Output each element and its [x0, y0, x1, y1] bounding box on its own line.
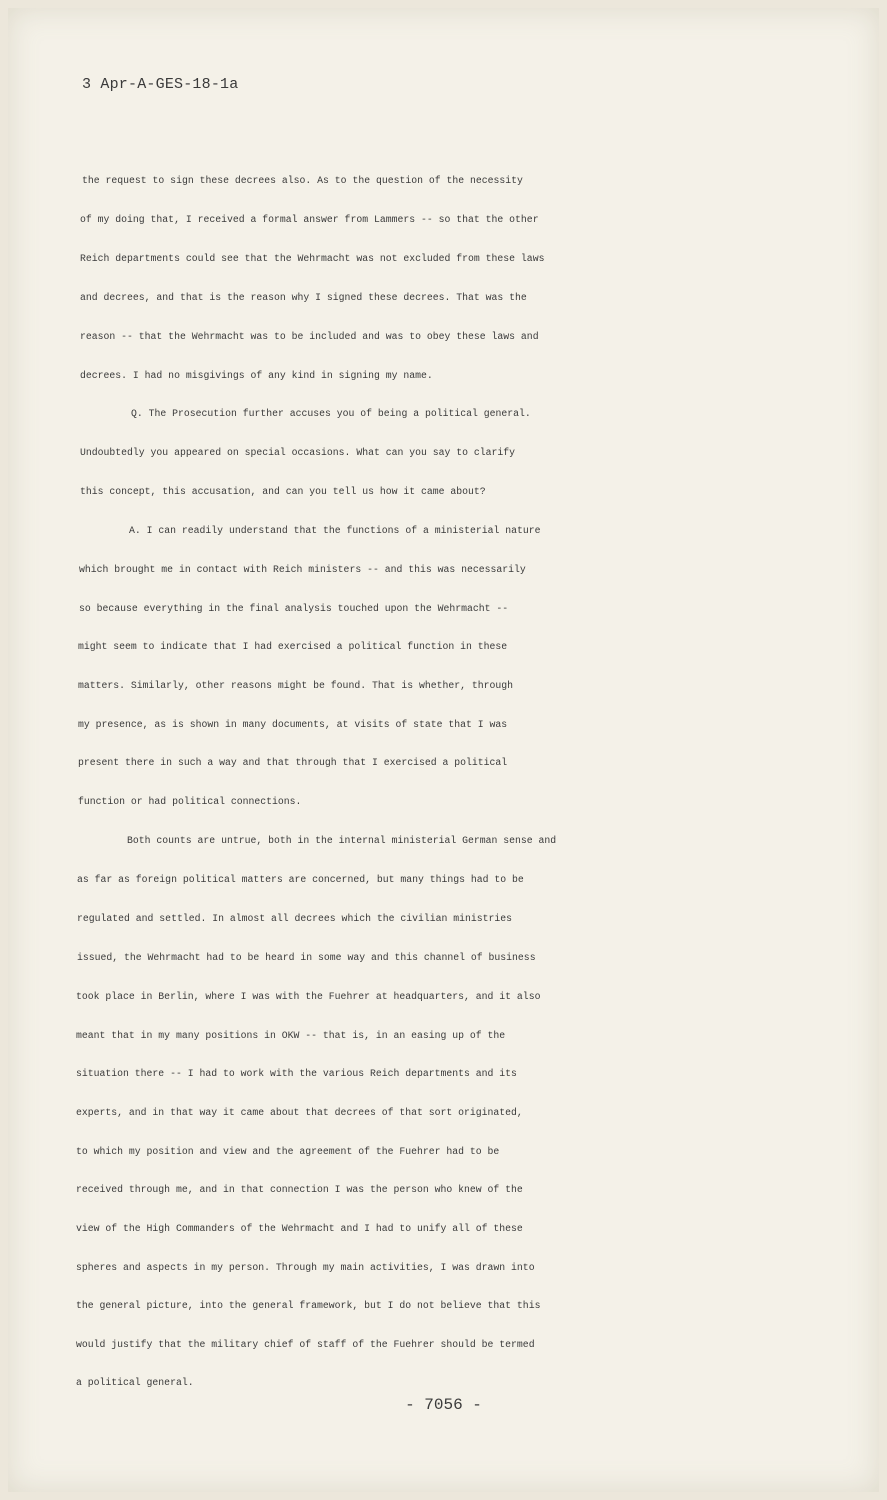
text-line: regulated and settled. In almost all decrees which the civilian ministries: [77, 913, 513, 924]
text-line: issued, the Wehrmacht had to be heard in some way and this channel of business: [77, 952, 536, 963]
text-line: Both counts are untrue, both in the internal ministerial German sense and: [127, 835, 557, 846]
text-line: this concept, this accusation, and can you tell us how it came about?: [80, 486, 486, 497]
text-line: the general picture, into the general framework, but I do not believe that this: [76, 1300, 541, 1311]
text-line: which brought me in contact with Reich ministers -- and this was necessarily: [79, 564, 526, 575]
text-line: took place in Berlin, where I was with the Fuehrer at headquarters, and it also: [76, 991, 541, 1002]
text-line: Q. The Prosecution further accuses you of being a political general.: [131, 408, 531, 419]
text-line: decrees. I had no misgivings of any kind in signing my name.: [80, 370, 433, 381]
text-line: my presence, as is shown in many documents, at visits of state that I was: [78, 719, 508, 730]
text-line: might seem to indicate that I had exercised a political function in these: [78, 641, 508, 652]
text-line: to which my position and view and the agreement of the Fuehrer had to be: [76, 1146, 500, 1157]
text-line: experts, and in that way it came about that decrees of that sort originated,: [76, 1107, 523, 1118]
text-line: spheres and aspects in my person. Through my main activities, I was drawn into: [76, 1262, 535, 1273]
text-line: a political general.: [76, 1377, 194, 1388]
text-line: matters. Similarly, other reasons might be found. That is whether, through: [78, 680, 514, 691]
text-line: and decrees, and that is the reason why I signed these decrees. That was the: [80, 292, 527, 303]
text-line: A. I can readily understand that the functions of a ministerial nature: [129, 525, 541, 536]
text-line: Reich departments could see that the Wehrmacht was not excluded from these laws: [80, 253, 545, 264]
text-line: received through me, and in that connection I was the person who knew of the: [76, 1184, 523, 1195]
text-line: so because everything in the final analysis touched upon the Wehrmacht --: [79, 603, 509, 614]
text-line: as far as foreign political matters are concerned, but many things had to be: [77, 874, 524, 885]
text-line: present there in such a way and that through that I exercised a political: [78, 757, 508, 768]
text-line: function or had political connections.: [78, 796, 302, 807]
text-line: reason -- that the Wehrmacht was to be included and was to obey these laws and: [80, 331, 539, 342]
page-number: - 7056 -: [405, 1396, 482, 1414]
text-line: the request to sign these decrees also. As to the question of the necessity: [82, 175, 523, 186]
text-line: meant that in my many positions in OKW -- that is, in an easing up of the: [76, 1030, 506, 1041]
text-line: situation there -- I had to work with the various Reich departments and its: [76, 1068, 517, 1079]
text-line: of my doing that, I received a formal answer from Lammers -- so that the other: [80, 214, 539, 225]
text-line: would justify that the military chief of staff of the Fuehrer should be termed: [76, 1339, 535, 1350]
text-line: view of the High Commanders of the Wehrmacht and I had to unify all of these: [76, 1223, 523, 1234]
text-line: Undoubtedly you appeared on special occasions. What can you say to clarify: [80, 447, 516, 458]
document-header: 3 Apr-A-GES-18-1a: [82, 76, 239, 93]
